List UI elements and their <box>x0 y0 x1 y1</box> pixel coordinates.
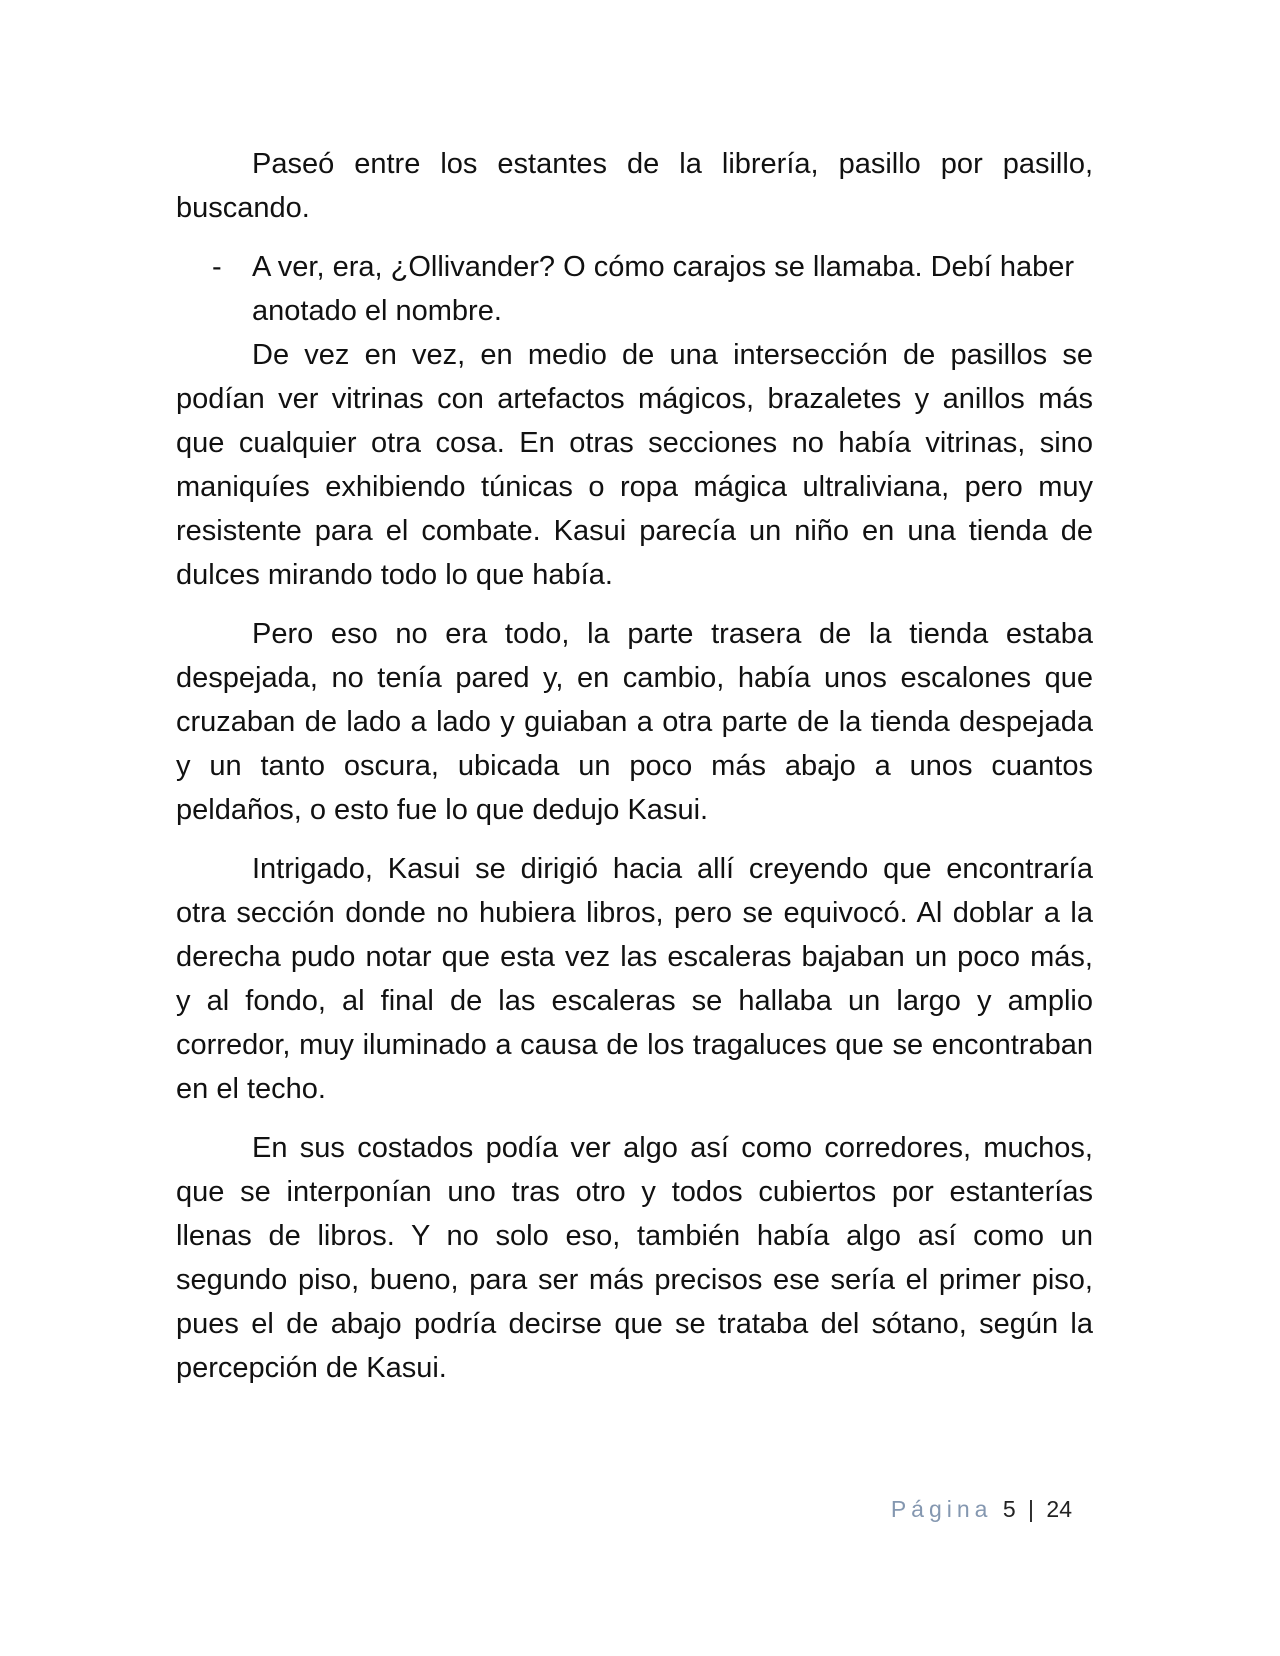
footer-page-number: 5 <box>1002 1496 1016 1522</box>
document-body <box>176 142 1093 1390</box>
footer-total-pages: 24 <box>1046 1496 1072 1522</box>
paragraph-2: De vez en vez, en medio de una intersección de pasillos se podían ver vitrinas con artefactos mágicos, brazaletes y anillos más que cualquier otra cosa. En otras secciones no había vitrinas, sino maniquíes exhibiendo túnicas o ropa mágica ultraliviana, pero muy resistente para el combate. Kasui parecía un niño en una tienda de dulces mirando todo lo que había. <box>176 339 1093 591</box>
paragraph-3: Pero eso no era todo, la parte trasera de la tienda estaba despejada, no tenía pared y, en cambio, había unos escalones que cruzaban de lado a lado y guiaban a otra parte de la tienda despejada y un tanto oscura, ubicada un poco más abajo a unos cuantos peldaños, o esto fue lo que dedujo Kasui. <box>176 618 1093 826</box>
paragraph-5: En sus costados podía ver algo así como corredores, muchos, que se interponían uno tras otro y todos cubiertos por estanterías llenas de libros. Y no solo eso, también había algo así como un segundo piso, bueno, para ser más precisos ese sería el primer piso, pues el de abajo podría decirse que se trataba del sótano, según la percepción de Kasui. <box>176 1132 1093 1384</box>
paragraph-4: Intrigado, Kasui se dirigió hacia allí creyendo que encontraría otra sección donde no hubiera libros, pero se equivocó. Al doblar a la derecha pudo notar que esta vez las escaleras bajaban un poco más, y al fondo, al final de las escaleras se hallaba un largo y amplio corredor, muy iluminado a causa de los tragaluces que se encontraban en el techo. <box>176 853 1093 1105</box>
dialogue-line <box>176 245 1093 333</box>
page-footer <box>891 1494 1072 1524</box>
dialogue-text: A ver, era, ¿Ollivander? O cómo carajos se llamaba. Debí haber anotado el nombre. <box>252 251 1075 327</box>
paragraph-1: Paseó entre los estantes de la librería, pasillo por pasillo, buscando. <box>176 148 1093 224</box>
dialogue-dash: - <box>212 251 222 283</box>
footer-separator: | <box>1028 1496 1035 1522</box>
footer-page-label: Página <box>890 1496 993 1522</box>
